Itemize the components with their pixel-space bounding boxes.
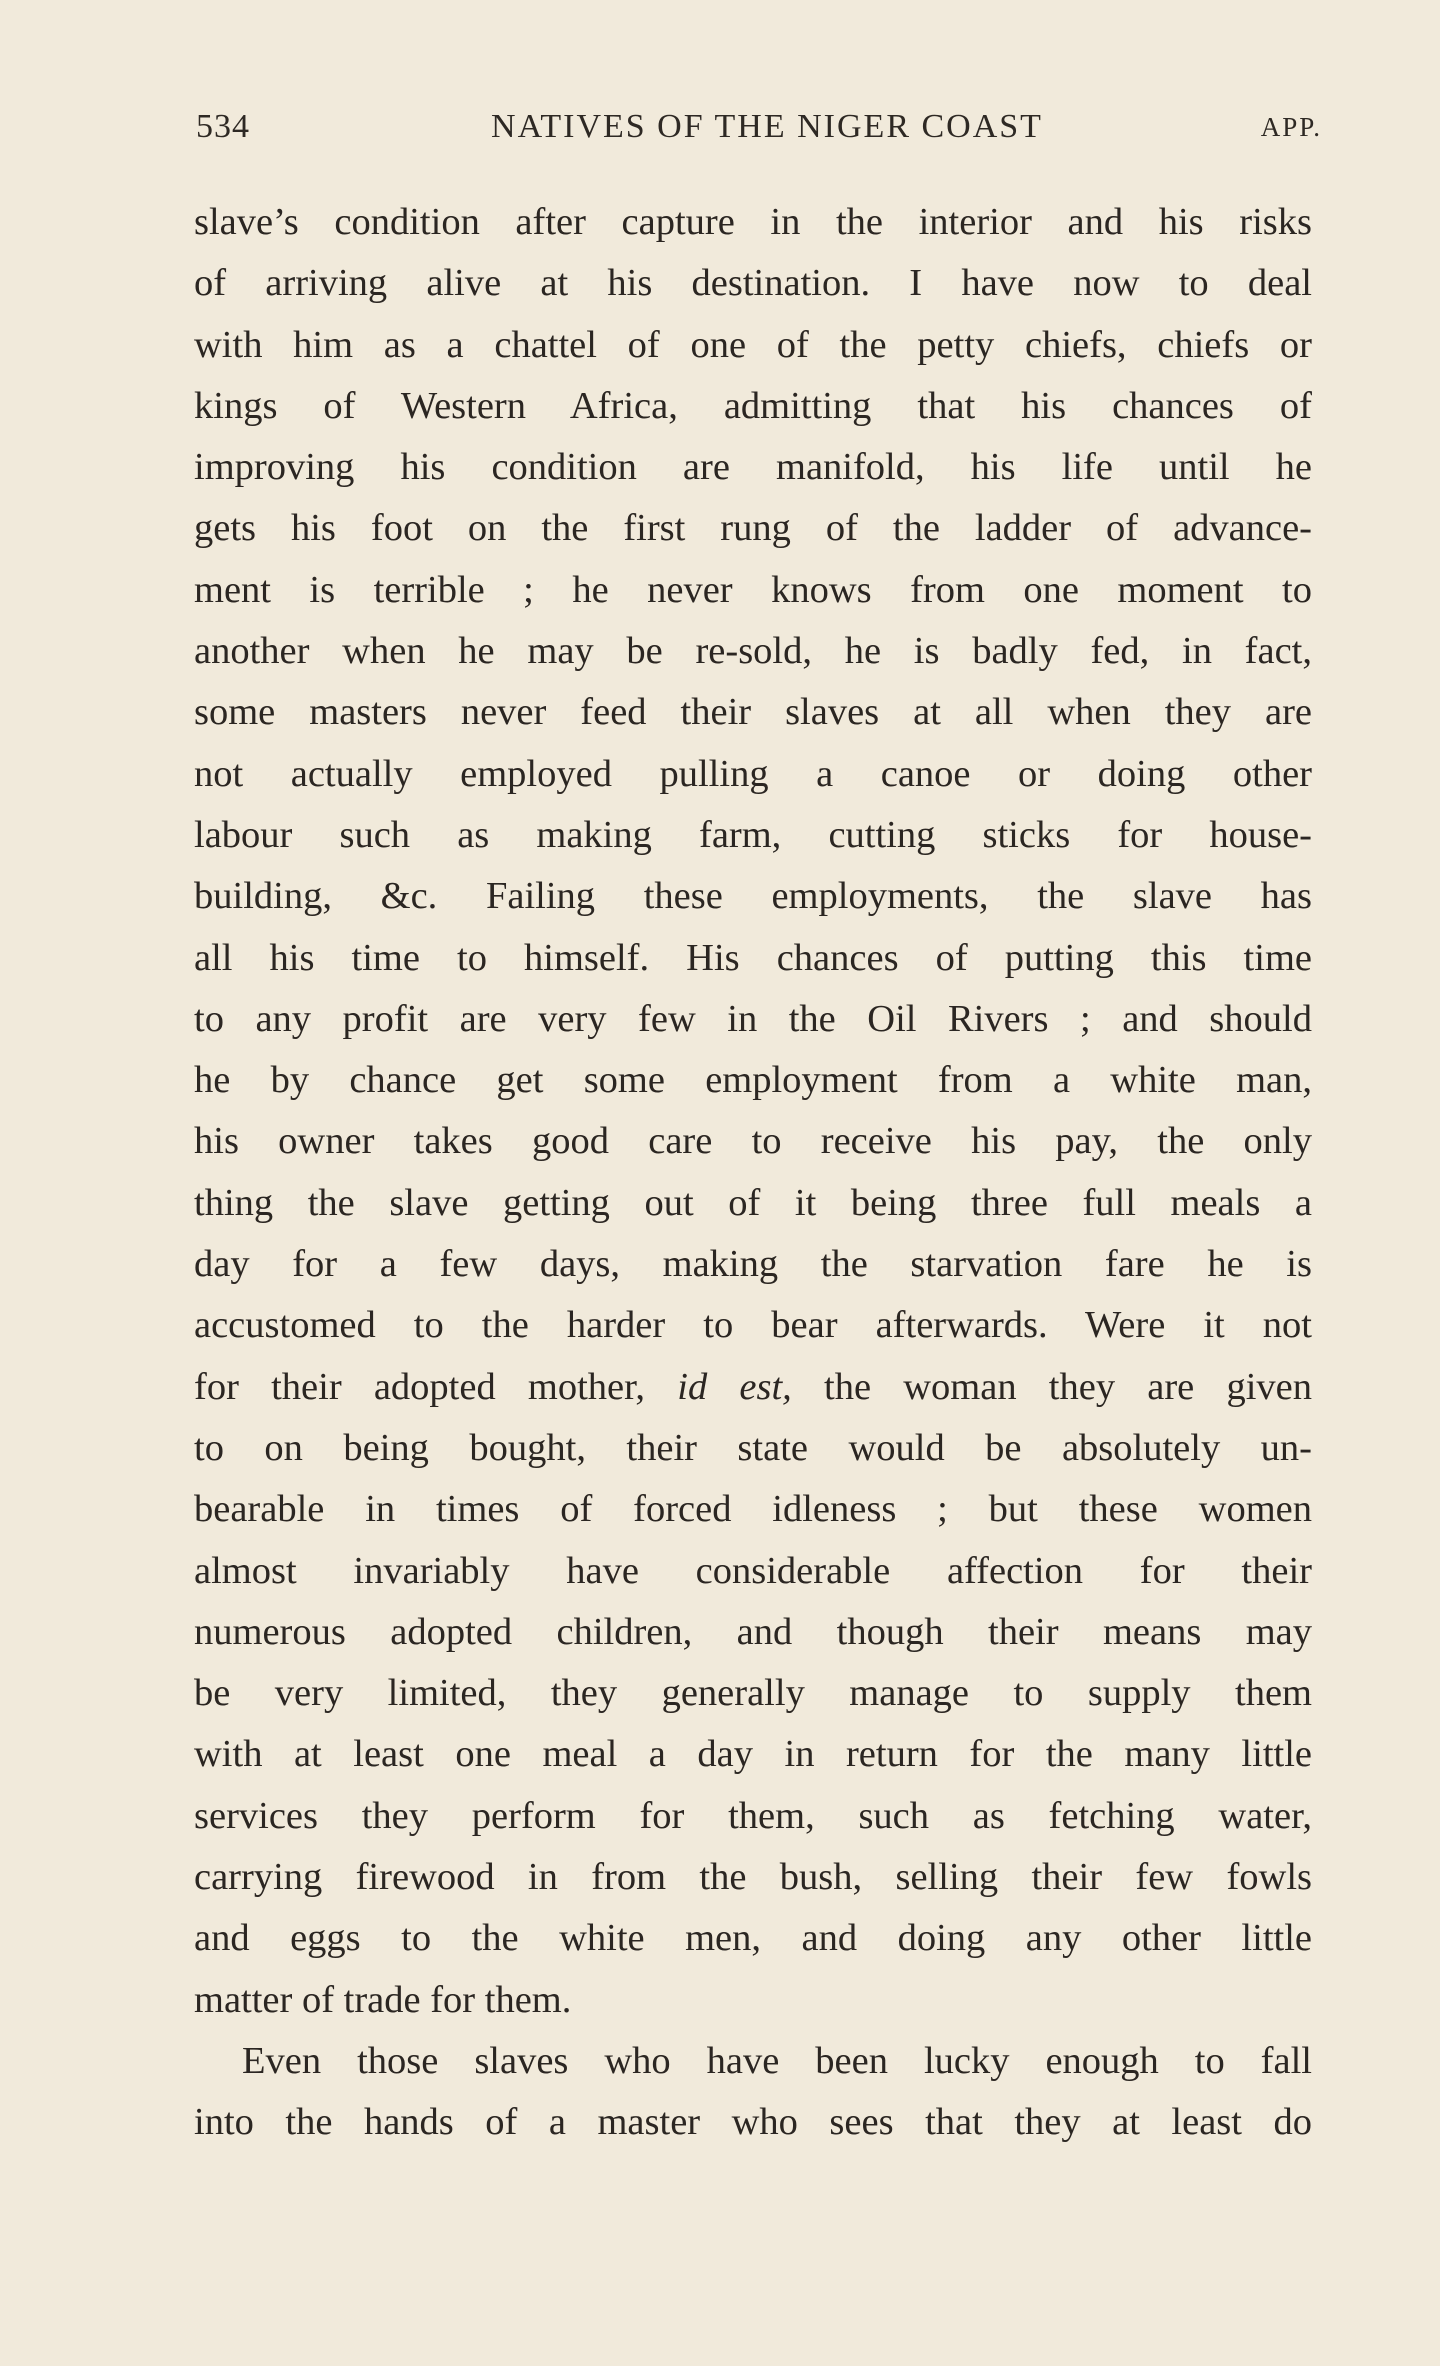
text-line: into the hands of a master who sees that they at least do <box>194 2101 1312 2144</box>
text-line: some masters never feed their slaves at all when they are <box>194 691 1312 734</box>
paragraph-1 <box>194 192 1312 2031</box>
text-line: Even those slaves who have been lucky enough to fall <box>242 2039 1312 2082</box>
text-segment: the woman they are given <box>791 1365 1312 1408</box>
text-line: to any profit are very few in the Oil Rivers ; and should <box>194 997 1312 1040</box>
text-line: ment is terrible ; he never knows from one moment to <box>194 568 1312 611</box>
text-line: numerous adopted children, and though their means may <box>194 1610 1312 1653</box>
text-line: labour such as making farm, cutting sticks for house- <box>194 813 1312 856</box>
text-line: his owner takes good care to receive his pay, the only <box>194 1120 1312 1163</box>
text-line: bearable in times of forced idleness ; but these women <box>194 1488 1312 1531</box>
italic-phrase: id est, <box>677 1365 792 1408</box>
text-line: of arriving alive at his destination. I have now to deal <box>194 262 1312 305</box>
text-line: with at least one meal a day in return for the many little <box>194 1733 1312 1776</box>
text-line: services they perform for them, such as fetching water, <box>194 1794 1312 1837</box>
text-line: he by chance get some employment from a white man, <box>194 1059 1312 1102</box>
text-line: matter of trade for them. <box>194 1978 572 2021</box>
running-head <box>196 108 1322 152</box>
text-line: building, &c. Failing these employments, the slave has <box>194 875 1312 918</box>
text-line-with-italic <box>194 1357 1312 1418</box>
text-line: carrying firewood in from the bush, selling their few fowls <box>194 1856 1312 1899</box>
text-line: accustomed to the harder to bear afterwards. Were it not <box>194 1304 1312 1347</box>
paragraph-2 <box>194 2031 1312 2154</box>
text-line: slave’s condition after capture in the interior and his risks <box>194 201 1312 243</box>
text-line: gets his foot on the first rung of the ladder of advance- <box>194 507 1312 550</box>
text-line: kings of Western Africa, admitting that his chances of <box>194 384 1312 427</box>
text-line: and eggs to the white men, and doing any other little <box>194 1917 1312 1960</box>
text-segment: for their adopted mother, <box>194 1365 678 1408</box>
page-number: 534 <box>196 108 250 145</box>
text-line: not actually employed pulling a canoe or doing other <box>194 752 1312 795</box>
text-line: almost invariably have considerable affection for their <box>194 1549 1312 1592</box>
running-title: NATIVES OF THE NIGER COAST <box>491 108 1043 145</box>
text-line: thing the slave getting out of it being three full meals a <box>194 1181 1312 1224</box>
text-line: improving his condition are manifold, his life until he <box>194 446 1312 489</box>
text-line: with him as a chattel of one of the petty chiefs, chiefs or <box>194 323 1312 366</box>
text-line: another when he may be re-sold, he is badly fed, in fact, <box>194 630 1312 673</box>
text-line: day for a few days, making the starvation fare he is <box>194 1243 1312 1286</box>
text-line: be very limited, they generally manage to supply them <box>194 1672 1312 1715</box>
text-line: to on being bought, their state would be absolutely un- <box>194 1426 1312 1469</box>
section-label: APP. <box>1260 112 1322 142</box>
body-text <box>194 192 1312 2154</box>
text-line: all his time to himself. His chances of putting this time <box>194 936 1312 979</box>
